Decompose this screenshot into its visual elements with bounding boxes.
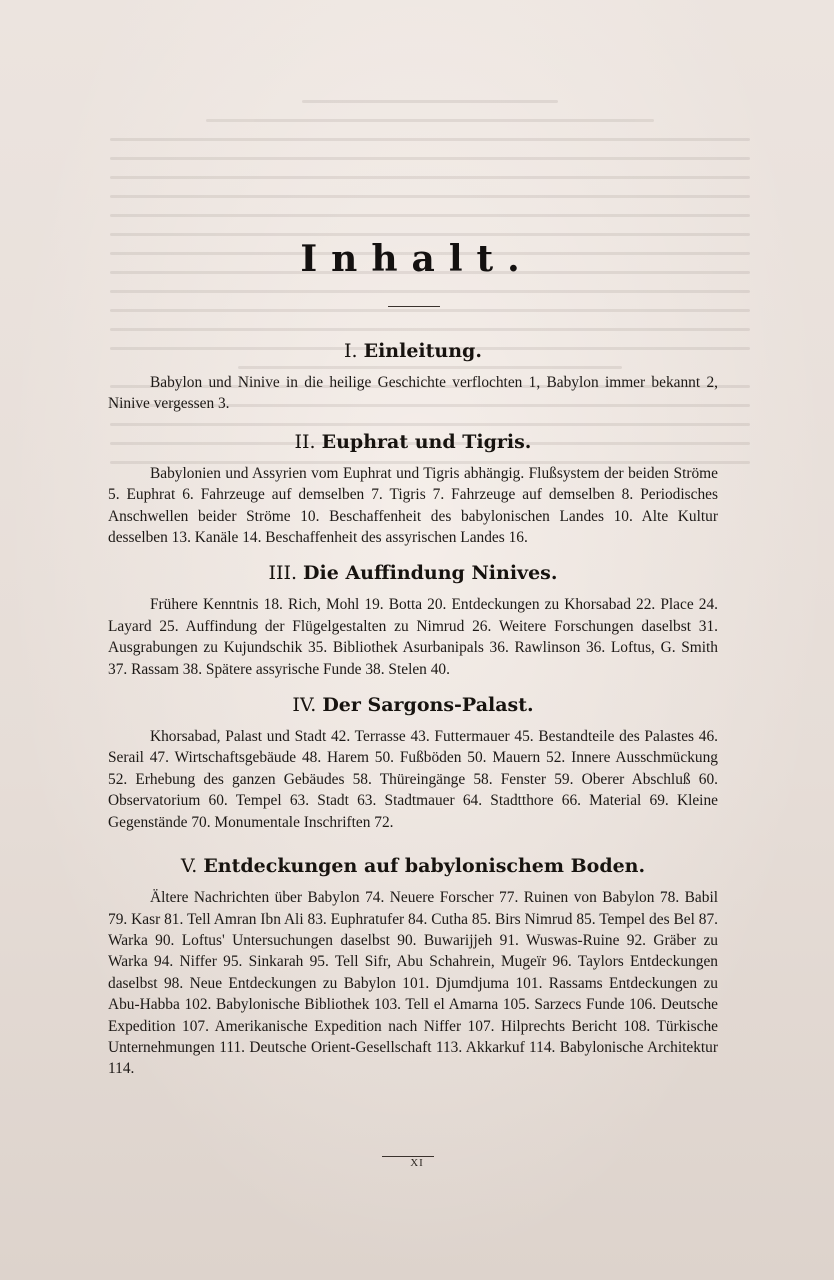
toc-section-3 (108, 562, 718, 680)
page-title: Inhalt. (300, 238, 534, 280)
section-title: Euphrat und Tigris. (321, 430, 532, 453)
section-title: Die Auffindung Ninives. (303, 562, 558, 585)
section-title: Entdeckungen auf babylonischem Boden. (203, 855, 646, 878)
section-number: II. (294, 430, 316, 453)
page-number: XI (410, 1157, 424, 1169)
section-summary: Ältere Nachrichten über Babylon 74. Neuere Forscher 77. Ruinen von Babylon 78. Babil 79. Kasr 81. Tell Amran Ibn Ali 83. Euphratufer 84. Cutha 85. Birs Nimrud 85. Tempel des Bel 87. Warka 90. Loftus' Untersuchungen daselbst 90. Buwarijjeh 91. Wuswas-Ruine 92. Gräber zu Warka 94. Niffer 95. Sinkarah 95. Tell Sifr, Abu Schahrein, Mugeïr 96. Taylors Entdeckungen daselbst 98. Neue Entdeckungen zu Babylon 101. Djumdjuma 101. Rassams Entdeckungen zu Abu-Habba 102. Babylonische Bibliothek 103. Tell el Amarna 105. Sarzecs Funde 106. Deutsche Expedition 107. Amerikanische Expedition nach Niffer 107. Hilprechts Bericht 108. Türkische Unternehmungen 111. Deutsche Orient-Gesellschaft 113. Akkarkuf 114. Babylonische Architektur 114. (108, 889, 718, 1078)
section-heading (108, 431, 718, 453)
toc-section-5 (108, 855, 718, 1080)
section-heading (108, 855, 718, 877)
section-title: Einleitung. (363, 340, 482, 362)
title-divider (388, 306, 440, 307)
section-heading (108, 562, 718, 584)
section-number: I. (344, 340, 358, 362)
section-summary: Babylon und Ninive in die heilige Geschichte verflochten 1, Babylon immer bekannt 2, Ninive vergessen 3. (108, 374, 718, 413)
toc-section-4 (108, 694, 718, 833)
section-number: V. (180, 855, 198, 878)
toc-section-1 (108, 340, 718, 415)
section-summary: Khorsabad, Palast und Stadt 42. Terrasse 43. Futtermauer 45. Bestandteile des Palastes 46. Serail 47. Wirtschaftsgebäude 48. Harem 50. Fußböden 50. Mauern 52. Innere Ausschmückung 52. Erhebung des ganzen Gebäudes 58. Thüreingänge 58. Fenster 59. Oberer Abschluß 60. Observatorium 60. Tempel 63. Stadt 63. Stadtmauer 64. Stadtthore 66. Material 69. Kleine Gegenstände 70. Monumentale Inschriften 72. (108, 728, 718, 831)
table-of-contents (108, 340, 718, 1080)
section-heading (108, 694, 718, 716)
section-title: Der Sargons-Palast. (322, 694, 534, 717)
section-heading (108, 340, 718, 362)
section-summary: Frühere Kenntnis 18. Rich, Mohl 19. Botta 20. Entdeckungen zu Khorsabad 22. Place 24. Layard 25. Auffindung der Flügelgestalten zu Nimrud 26. Weitere Forschungen daselbst 31. Ausgrabungen zu Kujundschik 35. Bibliothek Asurbanipals 36. Rawlinson 36. Loftus, G. Smith 37. Rassam 38. Spätere assyrische Funde 38. Stelen 40. (108, 596, 718, 678)
section-number: III. (268, 562, 298, 585)
toc-section-2 (108, 431, 718, 549)
section-summary: Babylonien und Assyrien vom Euphrat und Tigris abhängig. Flußsystem der beiden Ströme 5. Euphrat 6. Fahrzeuge auf demselben 7. Tigris 7. Fahrzeuge auf demselben 8. Periodisches Anschwellen beider Ströme 10. Beschaffenheit des babylonischen Landes 10. Alte Kultur desselben 13. Kanäle 14. Beschaffenheit des assyrischen Landes 16. (108, 464, 718, 547)
section-number: IV. (292, 694, 317, 717)
